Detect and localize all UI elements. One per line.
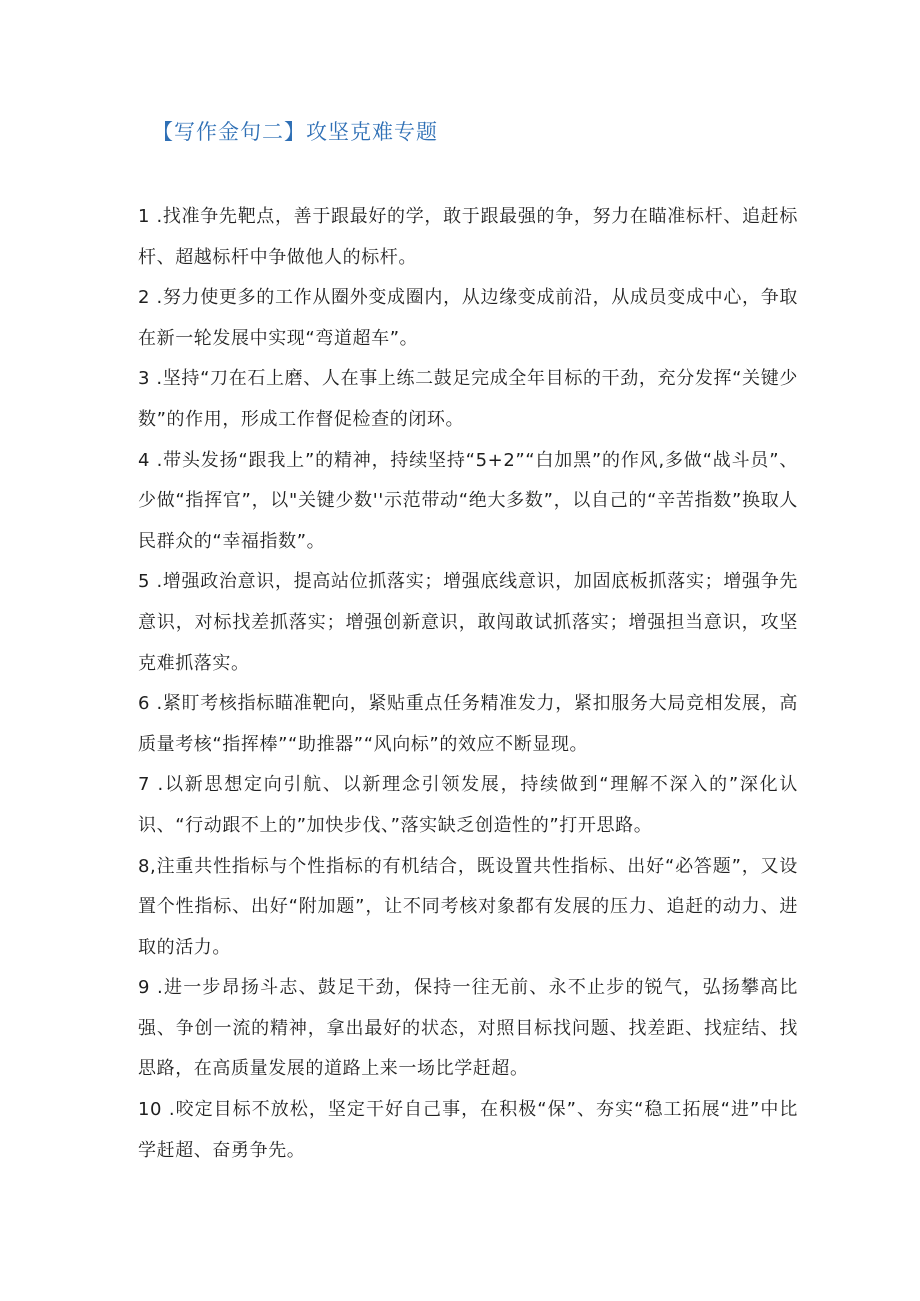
- list-item: 1 .找准争先靶点，善于跟最好的学，敢于跟最强的争，努力在瞄准标杆、追赶标杆、超越标杆中争做他人的标杆。: [138, 206, 798, 268]
- list-item: 3 .坚持“刀在石上磨、人在事上练二鼓足完成全年目标的干劲，充分发挥“关键少数”的作用，形成工作督促检查的闭环。: [138, 368, 798, 430]
- list-item: 5 .增强政治意识，提高站位抓落实；增强底线意识，加固底板抓落实；增强争先意识，对标找差抓落实；增强创新意识，敢闯敢试抓落实；增强担当意识，攻坚克难抓落实。: [138, 571, 798, 674]
- list-item: 10 .咬定目标不放松，坚定干好自己事，在积极“保”、夯实“稳工拓展“进”中比学赶超、奋勇争先。: [138, 1099, 798, 1161]
- list-item: 2 .努力使更多的工作从圈外变成圈内，从边缘变成前沿，从成员变成中心，争取在新一轮发展中实现“弯道超车”。: [138, 287, 798, 349]
- document-title: 【写作金句二】攻坚克难专题: [152, 120, 438, 144]
- list-item: 9 .进一步昂扬斗志、鼓足干劲，保持一往无前、永不止步的锐气，弘扬攀高比强、争创一流的精神，拿出最好的状态，对照目标找问题、找差距、找症结、找思路，在高质量发展的道路上来一场比学赶超。: [138, 977, 798, 1080]
- list-item: 7 .以新思想定向引航、以新理念引领发展，持续做到“理解不深入的”深化认识、“行动跟不上的”加快步伐、”落实缺乏创造性的”打开思路。: [138, 774, 798, 836]
- list-item: 8,注重共性指标与个性指标的有机结合，既设置共性指标、出好“必答题”，又设置个性指标、出好“附加题”，让不同考核对象都有发展的压力、追赶的动力、进取的活力。: [138, 855, 798, 958]
- list-item: 6 .紧盯考核指标瞄准靶向，紧贴重点任务精准发力，紧扣服务大局竞相发展，高质量考核“指挥棒”“助推器”“风向标”的效应不断显现。: [138, 693, 798, 755]
- list-item: 4 .带头发扬“跟我上”的精神，持续坚持“5+2”“白加黑”的作风,多做“战斗员”、少做“指挥官”，以"关键少数''示范带动“绝大多数”，以自己的“辛苦指数”换取人民群众的“幸福指数”。: [138, 449, 798, 552]
- sentence-list: [138, 197, 798, 1171]
